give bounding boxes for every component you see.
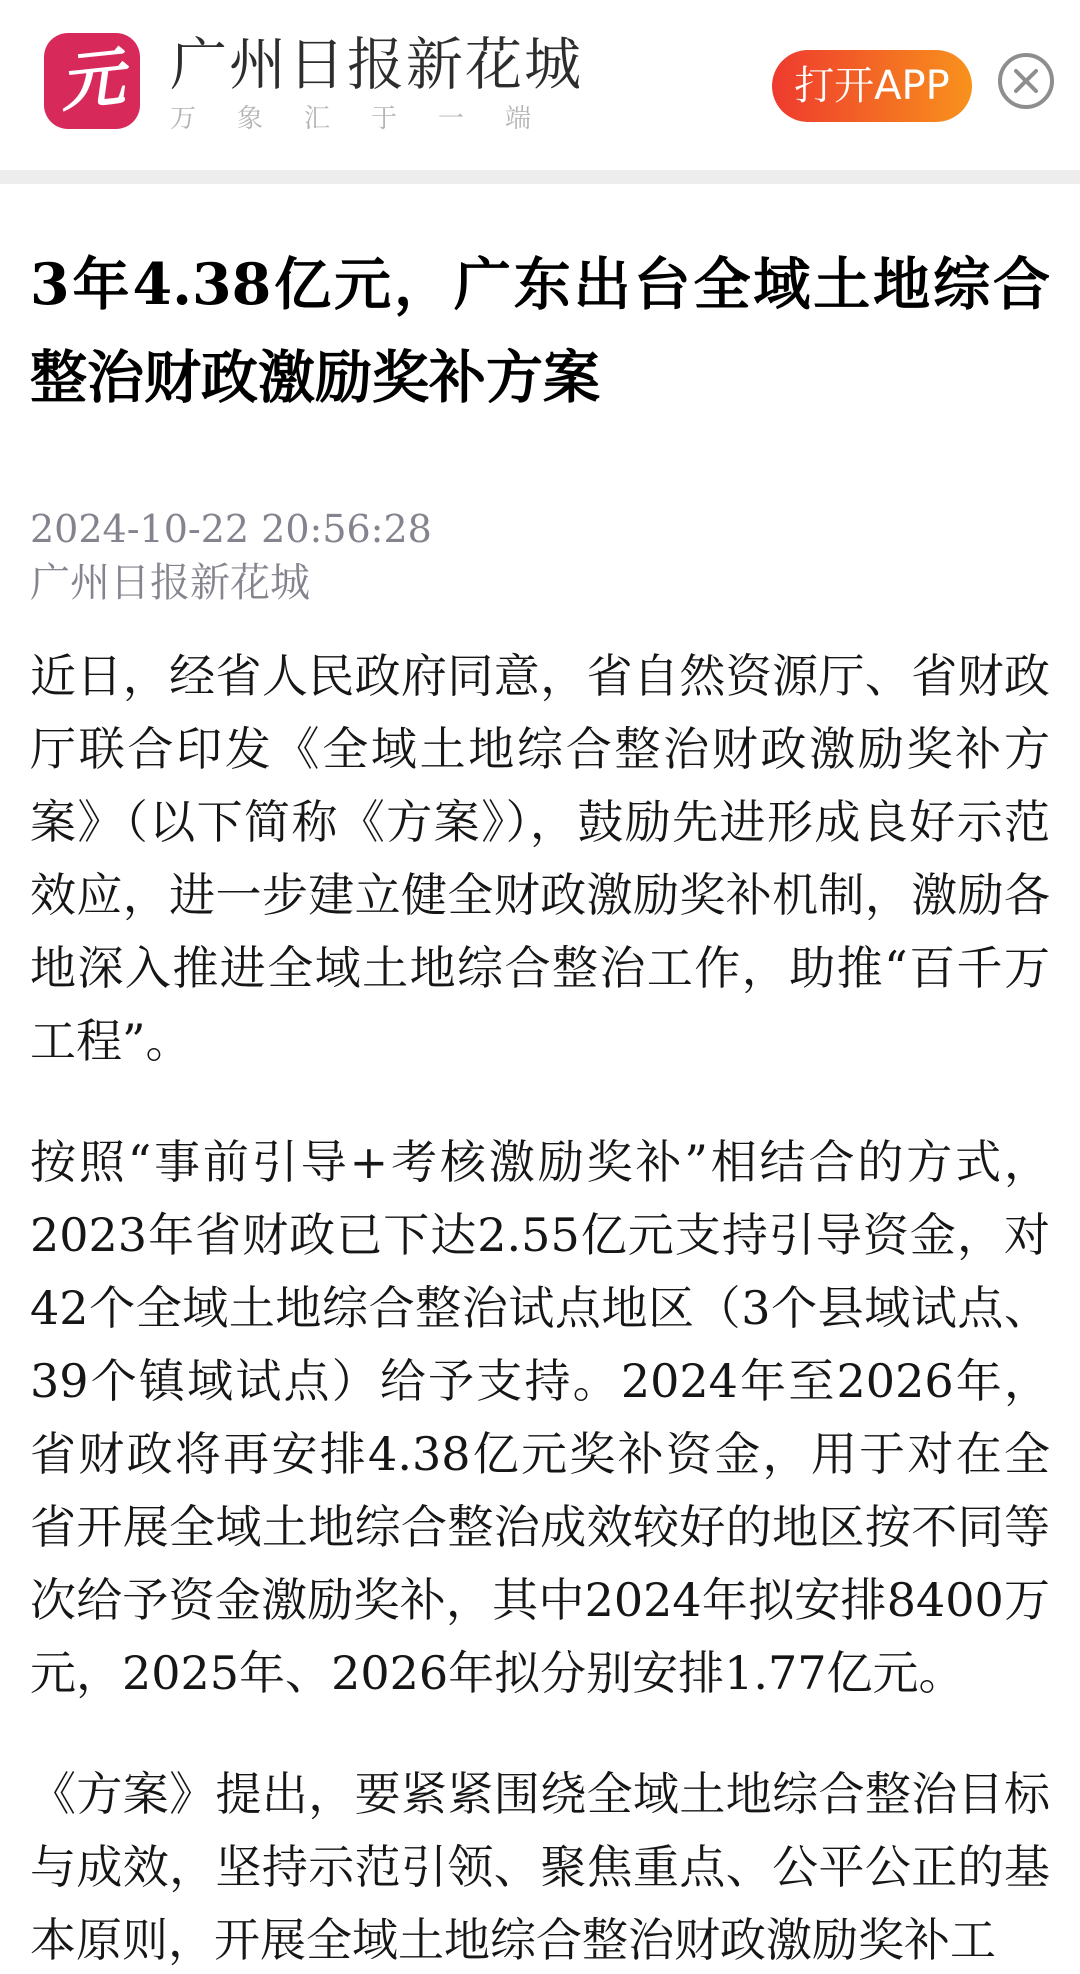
article-source: 广州日报新花城 xyxy=(30,560,310,606)
article-title: 3年4.38亿元，广东出台全域土地综合整治财政激励奖补方案 xyxy=(30,251,1050,411)
logo-yuan-icon: 元 xyxy=(56,39,128,122)
article-meta xyxy=(30,502,1050,610)
brand-logo[interactable] xyxy=(44,33,140,129)
article-paragraph: 按照“事前引导+考核激励奖补”相结合的方式，2023年省财政已下达2.55亿元支持引导资金，对42个全域土地综合整治试点地区（3个县域试点、39个镇域试点）给予支持。2024年至2026年，省财政将再安排4.38亿元奖补资金，用于对在全省开展全域土地综合整治成效较好的地区按不同等次给予资金激励奖补，其中2024年拟安排8400万元，2025年、2026年拟分别安排1.77亿元。 xyxy=(30,1135,1050,1700)
brand-name: 广州日报新花城 xyxy=(170,32,583,98)
open-app-button[interactable]: 打开APP xyxy=(772,50,972,122)
article-body xyxy=(30,640,1050,1974)
brand-block xyxy=(170,34,583,134)
brand-slogan: 万象汇于一端 xyxy=(170,104,573,134)
app-banner-header xyxy=(0,0,1080,170)
article-page xyxy=(0,238,1080,1974)
article-paragraph: 《方案》提出，要紧紧围绕全域土地综合整治目标与成效，坚持示范引领、聚焦重点、公平公正的基本原则，开展全域土地综合整治财政激励奖补工 xyxy=(30,1767,1050,1967)
circle-x-icon xyxy=(996,99,1056,114)
close-banner-button[interactable] xyxy=(996,51,1056,111)
article-paragraph: 近日，经省人民政府同意，省自然资源厅、省财政厅联合印发《全域土地综合整治财政激励奖补方案》（以下简称《方案》），鼓励先进形成良好示范效应，进一步建立健全财政激励奖补机制，激励各地深入推进全域土地综合整治工作，助推“百千万工程”。 xyxy=(30,649,1050,1068)
header-divider xyxy=(0,170,1080,184)
publish-timestamp: 2024-10-22 20:56:28 xyxy=(30,507,432,551)
